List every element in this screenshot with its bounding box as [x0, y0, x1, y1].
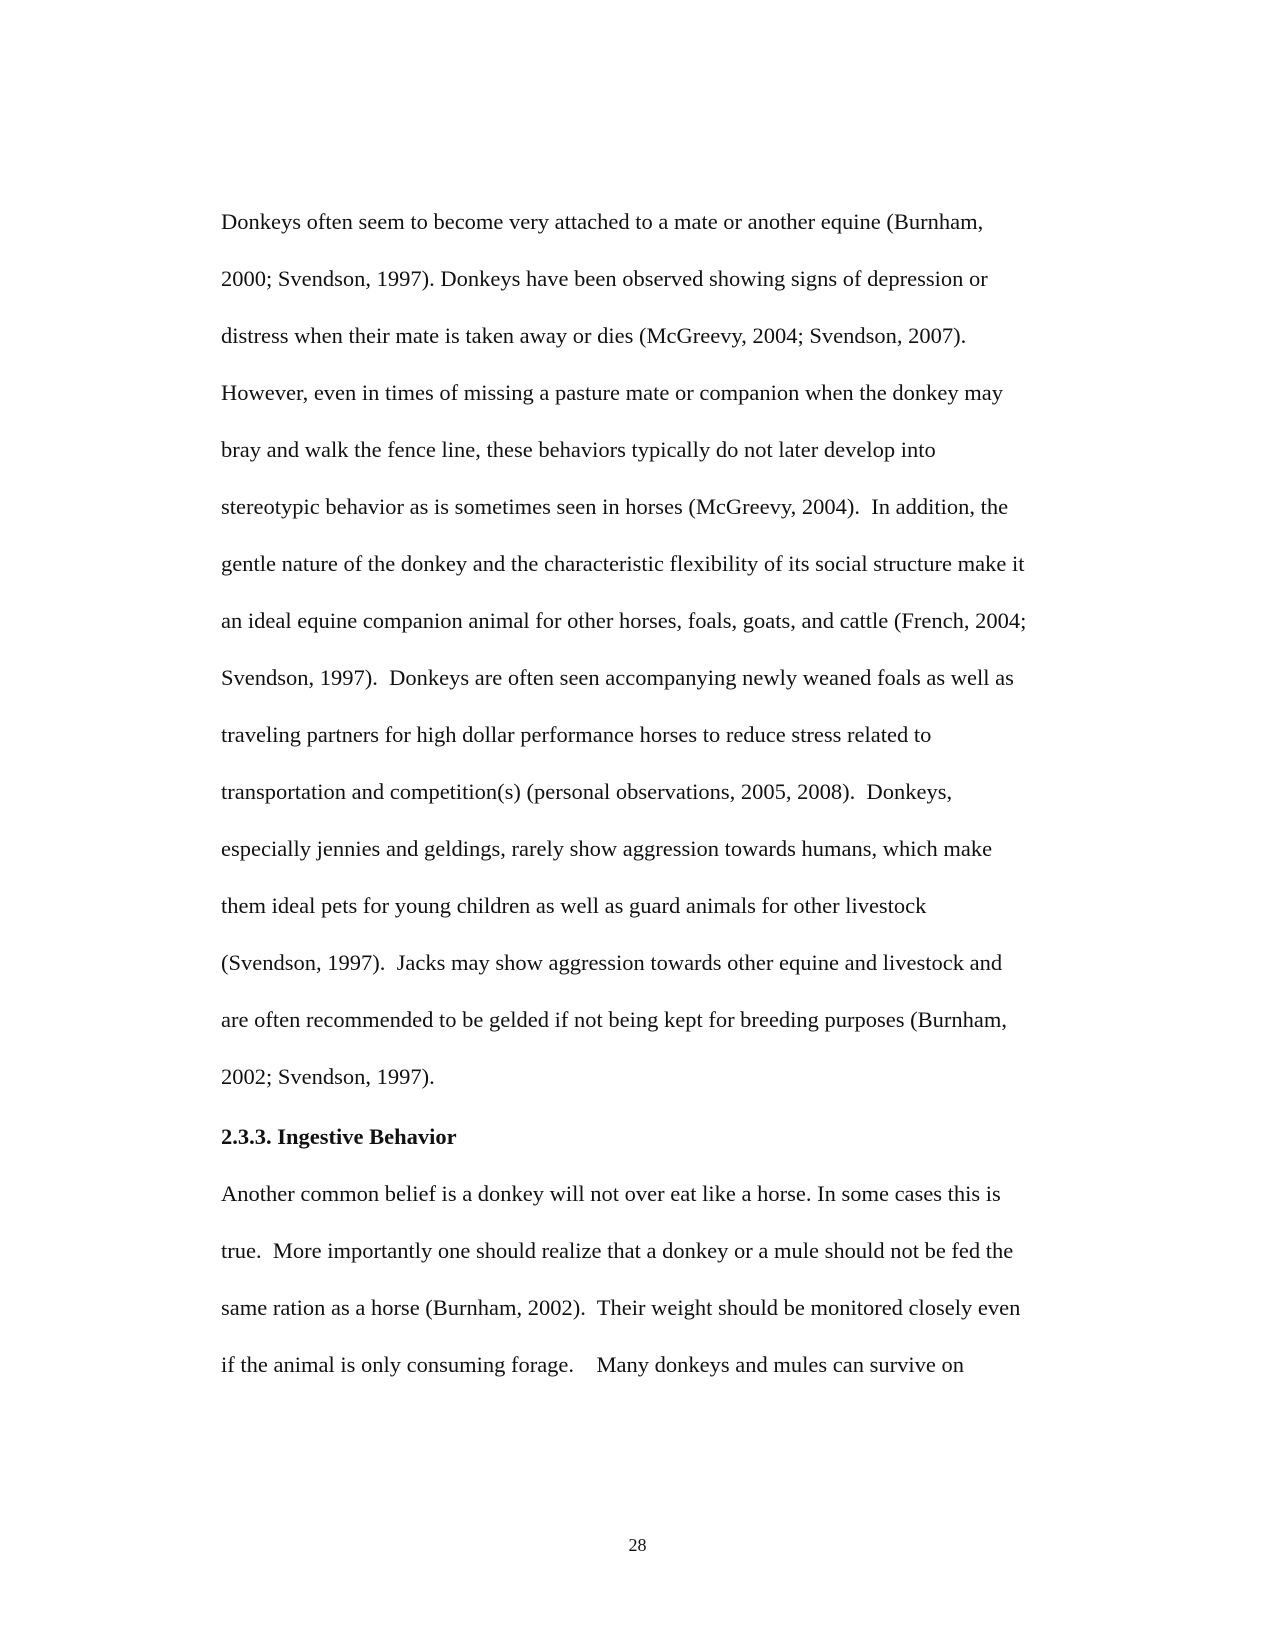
text-line: distress when their mate is taken away or dies (McGreevy, 2004; Svendson, 2007).	[221, 323, 967, 348]
text-line: true. More importantly one should realize that a donkey or a mule should not be fed the	[221, 1238, 1014, 1263]
text-line: an ideal equine companion animal for other horses, foals, goats, and cattle (French, 2004;	[221, 608, 1027, 633]
text-line: gentle nature of the donkey and the characteristic flexibility of its social structure make it	[221, 551, 1025, 576]
section-heading: 2.3.3. Ingestive Behavior	[221, 1124, 457, 1149]
paragraph-social-behavior	[221, 193, 1101, 1105]
text-line: 2002; Svendson, 1997).	[221, 1064, 435, 1089]
page-number: 28	[628, 1535, 647, 1555]
text-line: 2000; Svendson, 1997). Donkeys have been observed showing signs of depression or	[221, 266, 988, 291]
text-line: Donkeys often seem to become very attached to a mate or another equine (Burnham,	[221, 209, 984, 234]
text-line: traveling partners for high dollar performance horses to reduce stress related to	[221, 722, 932, 747]
text-line: stereotypic behavior as is sometimes seen in horses (McGreevy, 2004). In addition, the	[221, 494, 1009, 519]
text-line: transportation and competition(s) (personal observations, 2005, 2008). Donkeys,	[221, 779, 953, 804]
text-line: especially jennies and geldings, rarely show aggression towards humans, which make	[221, 836, 993, 861]
text-line: However, even in times of missing a pasture mate or companion when the donkey may	[221, 380, 1004, 405]
text-line: Another common belief is a donkey will not over eat like a horse. In some cases this is	[221, 1181, 1001, 1206]
text-line: are often recommended to be gelded if not being kept for breeding purposes (Burnham,	[221, 1007, 1007, 1032]
text-line: same ration as a horse (Burnham, 2002). Their weight should be monitored closely even	[221, 1295, 1021, 1320]
text-line: them ideal pets for young children as well as guard animals for other livestock	[221, 893, 927, 918]
text-line: bray and walk the fence line, these behaviors typically do not later develop into	[221, 437, 936, 462]
text-line: (Svendson, 1997). Jacks may show aggression towards other equine and livestock and	[221, 950, 1003, 975]
paragraph-ingestive-behavior	[221, 1165, 1101, 1393]
text-line: Svendson, 1997). Donkeys are often seen accompanying newly weaned foals as well as	[221, 665, 1014, 690]
text-line: if the animal is only consuming forage. Many donkeys and mules can survive on	[221, 1352, 964, 1377]
